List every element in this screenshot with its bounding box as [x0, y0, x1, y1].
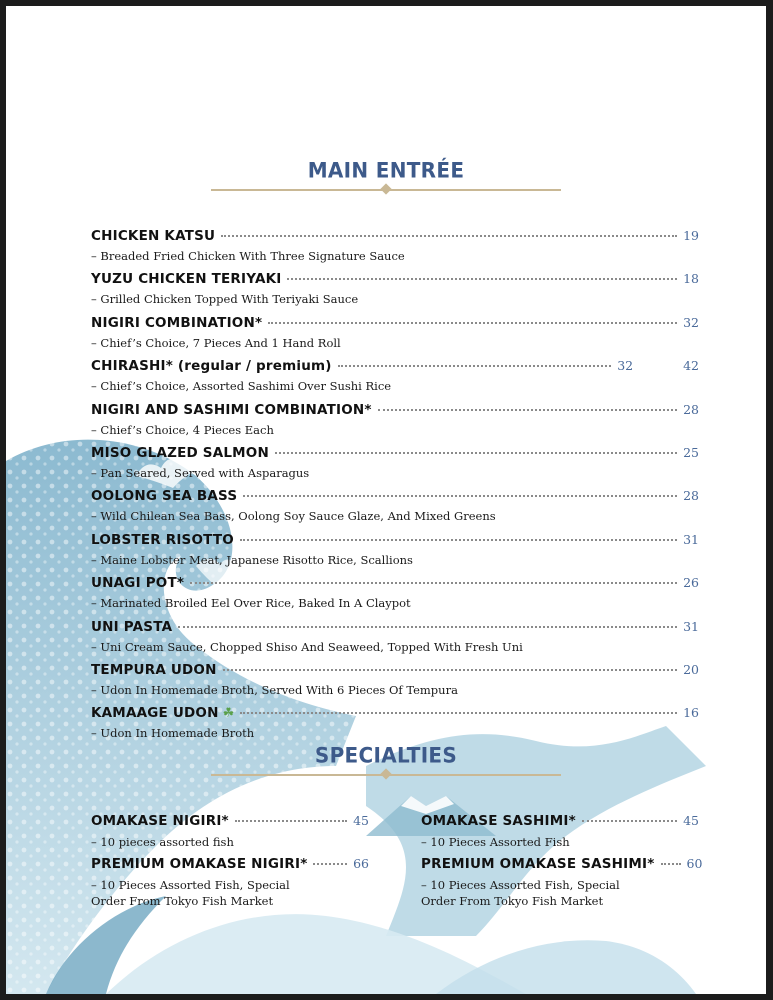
dot-leader — [378, 409, 677, 411]
dot-leader — [221, 235, 677, 237]
menu-item — [91, 619, 699, 654]
dot-leader — [223, 669, 677, 671]
dot-leader — [268, 322, 677, 324]
item-price: 31 — [683, 531, 699, 547]
menu-item — [91, 445, 699, 480]
specialty-price: 45 — [353, 813, 369, 828]
specialty-description: – 10 pieces assorted fish — [91, 835, 234, 849]
item-description: – Chief’s Choice, 7 Pieces And 1 Hand Roll — [91, 335, 341, 350]
item-description: – Marinated Broiled Eel Over Rice, Baked In A Claypot — [91, 596, 411, 611]
menu-item — [91, 271, 699, 306]
specialty-description: – 10 Pieces Assorted Fish, Special Order From Tokyo Fish Market — [91, 878, 290, 908]
item-price: 25 — [683, 445, 699, 460]
item-description: – Udon In Homemade Broth — [91, 726, 255, 741]
specialty-name: OMAKASE NIGIRI* — [91, 813, 229, 829]
item-price: 19 — [683, 228, 699, 243]
item-description: – Chief’s Choice, Assorted Sashimi Over Sushi Rice — [91, 379, 392, 394]
specialty-item — [421, 813, 699, 850]
item-price: 31 — [683, 618, 699, 634]
item-price: 28 — [683, 401, 699, 417]
menu-item — [91, 705, 699, 740]
menu-item — [91, 662, 699, 697]
item-description: – Uni Cream Sauce, Chopped Shiso And Seaweed, Topped With Fresh Uni — [91, 639, 523, 654]
item-price: 42 — [683, 358, 699, 374]
item-description: – Pan Seared, Served with Asparagus — [91, 466, 310, 480]
dot-leader — [287, 278, 677, 280]
specialty-description: – 10 Pieces Assorted Fish, Special Order From Tokyo Fish Market — [421, 878, 620, 908]
specialty-name: OMAKASE SASHIMI* — [421, 813, 576, 829]
item-price: 28 — [683, 488, 699, 504]
item-name: UNAGI POT* — [91, 575, 185, 592]
item-name: NIGIRI AND SASHIMI COMBINATION* — [91, 401, 372, 418]
item-name: LOBSTER RISOTTO — [91, 531, 234, 548]
specialty-item — [91, 856, 369, 909]
item-name: CHIRASHI* (regular / premium) — [91, 358, 332, 375]
specialty-price: 60 — [686, 856, 703, 871]
item-name: MISO GLAZED SALMON — [91, 445, 269, 461]
main-entree-title: MAIN ENTRÉE — [307, 157, 465, 183]
item-description: – Maine Lobster Meat, Japanese Risotto Rice, Scallions — [91, 552, 413, 567]
item-name: TEMPURA UDON — [91, 662, 217, 678]
specialty-price: 66 — [353, 856, 369, 871]
item-price: 18 — [683, 271, 699, 287]
dot-leader — [240, 712, 677, 714]
dot-leader — [338, 365, 612, 367]
menu-item — [91, 315, 699, 350]
menu-item — [91, 358, 699, 393]
dot-leader — [190, 582, 677, 584]
item-name: YUZU CHICKEN TERIYAKI — [91, 271, 282, 288]
divider-diamond — [380, 183, 391, 194]
specialty-name: PREMIUM OMAKASE NIGIRI* — [91, 856, 308, 872]
item-description: – Wild Chilean Sea Bass, Oolong Soy Sauce Glaze, And Mixed Greens — [91, 509, 496, 524]
item-description: – Grilled Chicken Topped With Teriyaki Sauce — [91, 292, 359, 307]
divider-diamond — [380, 768, 391, 779]
item-price: 32 — [683, 314, 699, 330]
dot-leader — [582, 820, 677, 822]
vegetarian-clover-icon: ☘ — [222, 706, 235, 722]
menu-item — [91, 402, 699, 437]
specialty-description: – 10 Pieces Assorted Fish — [421, 835, 570, 849]
menu-item — [91, 228, 699, 263]
item-name: CHICKEN KATSU — [91, 228, 216, 244]
specialty-name: PREMIUM OMAKASE SASHIMI* — [421, 856, 655, 872]
dot-leader — [178, 626, 677, 628]
item-price: 16 — [683, 705, 699, 721]
specialties-title: SPECIALTIES — [314, 742, 458, 768]
specialty-item — [421, 856, 703, 909]
dot-leader — [235, 820, 347, 822]
item-name: NIGIRI COMBINATION* — [91, 314, 263, 331]
dot-leader — [243, 495, 677, 497]
dot-leader — [275, 452, 677, 454]
menu-page — [6, 6, 766, 994]
dot-leader — [313, 863, 347, 865]
dot-leader — [240, 539, 677, 541]
specialty-price: 45 — [683, 813, 699, 828]
specialty-item — [91, 813, 369, 850]
menu-item — [91, 575, 699, 610]
item-description: – Chief’s Choice, 4 Pieces Each — [91, 422, 274, 437]
item-price: 20 — [683, 662, 699, 677]
item-name: UNI PASTA — [91, 618, 173, 635]
menu-item — [91, 488, 699, 523]
item-name: KAMAAGE UDON — [91, 705, 219, 722]
item-name: OOLONG SEA BASS — [91, 488, 238, 505]
dot-leader — [661, 863, 681, 865]
item-price-regular: 32 — [617, 358, 634, 374]
item-description: – Udon In Homemade Broth, Served With 6 Pieces Of Tempura — [91, 683, 458, 697]
menu-item — [91, 532, 699, 567]
item-description: – Breaded Fried Chicken With Three Signature Sauce — [91, 249, 405, 263]
item-price: 26 — [683, 575, 699, 591]
